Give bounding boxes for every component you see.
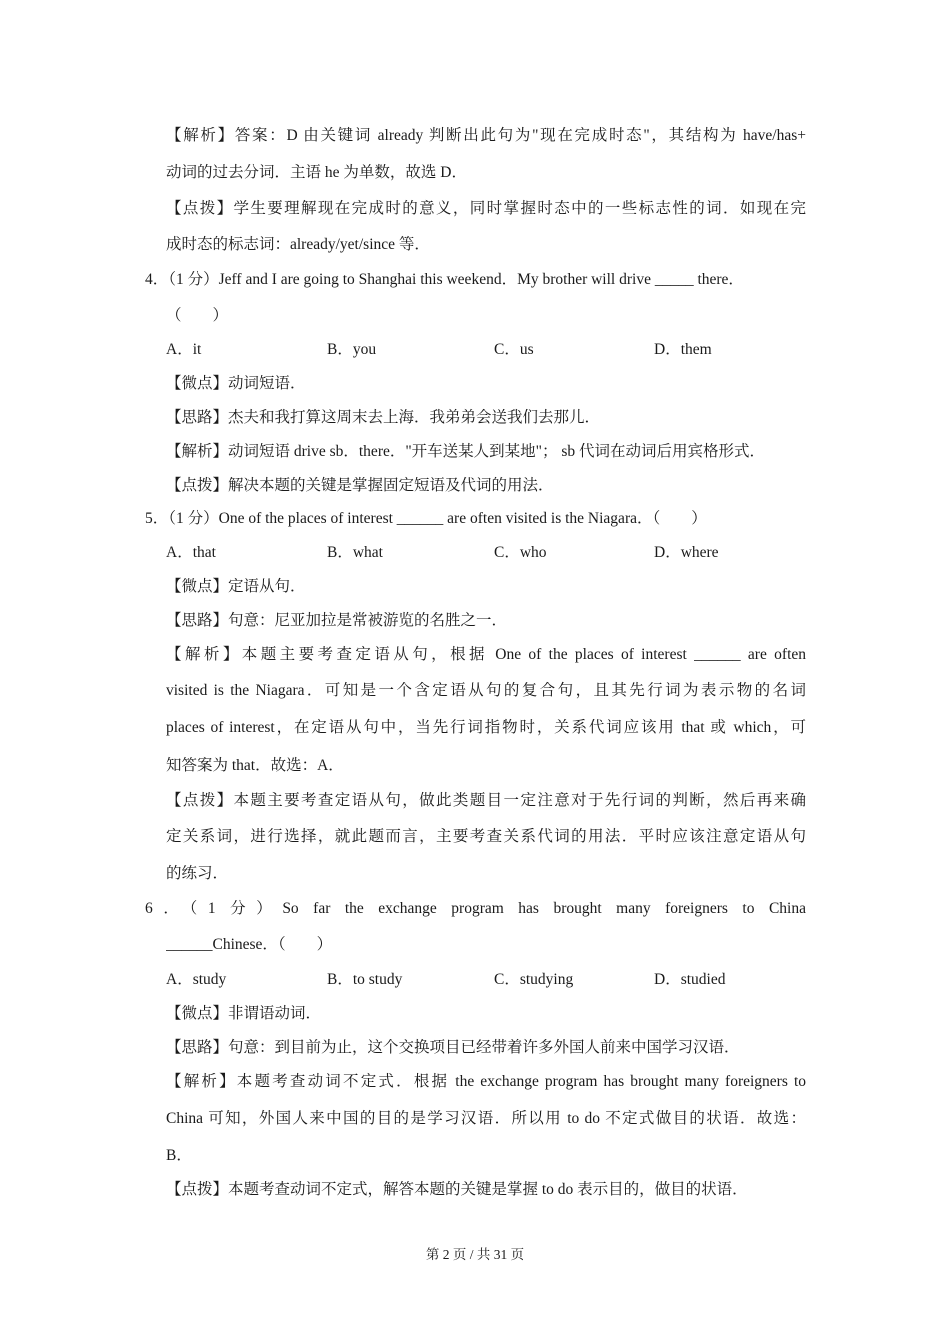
tip-q5-cont2: 的练习． (166, 865, 229, 882)
question-5: 5．（1 分）One of the places of interest ______ are often visited is the Niagara．（ ） (145, 510, 707, 527)
q4-option-b: B．you (327, 341, 377, 358)
tip-q3-cont: 成时态的标志词：already/yet/since 等． (166, 236, 430, 253)
q6-option-a: A．study (166, 971, 227, 988)
analysis-q5: 【解析】本题主要考查定语从句，根据 One of the places of interest ______ are often (166, 646, 806, 663)
point-q5: 【微点】定语从句． (166, 578, 306, 595)
question-6: 6．（1 分）So far the exchange program has brought many foreigners to China (145, 900, 806, 917)
analysis-q4: 【解析】动词短语 drive sb．there．"开车送某人到某地"； sb 代词在动词后用宾格形式． (166, 443, 766, 460)
q4-option-d: D．them (654, 341, 712, 358)
q5-option-b: B．what (327, 544, 383, 561)
idea-q4: 【思路】杰夫和我打算这周末去上海．我弟弟会送我们去那儿． (166, 409, 601, 426)
analysis-q3-cont: 动词的过去分词．主语 he 为单数，故选 D． (166, 164, 467, 181)
analysis-q5-cont1: visited is the Niagara．可知是一个含定语从句的复合句，且其先行词为表示物的名词 (166, 682, 806, 699)
analysis-q3: 【解析】答案：D 由关键词 already 判断出此句为"现在完成时态"，其结构为 have/has+ (166, 127, 806, 144)
idea-q5: 【思路】句意：尼亚加拉是常被游览的名胜之一． (166, 612, 508, 629)
page-footer: 第 2 页 / 共 31 页 (425, 1247, 525, 1262)
q6-option-b: B．to study (327, 971, 403, 988)
q6-option-d: D．studied (654, 971, 726, 988)
point-q4: 【微点】动词短语． (166, 375, 306, 392)
point-q6: 【微点】非谓语动词． (166, 1005, 322, 1022)
q5-option-a: A．that (166, 544, 216, 561)
idea-q6: 【思路】句意：到目前为止，这个交换项目已经带着许多外国人前来中国学习汉语． (166, 1039, 740, 1056)
question-6-cont: ______Chinese．（ ） (166, 936, 333, 953)
question-4-bracket: （ ） (166, 307, 229, 324)
tip-q4: 【点拨】解决本题的关键是掌握固定短语及代词的用法． (166, 477, 554, 494)
analysis-q6: 【解析】本题考查动词不定式．根据 the exchange program has brought many foreigners to (166, 1073, 806, 1090)
q5-option-d: D．where (654, 544, 719, 561)
analysis-q5-cont3: 知答案为 that．故选：A． (166, 757, 344, 774)
q6-option-c: C．studying (494, 971, 574, 988)
question-4: 4．（1 分）Jeff and I are going to Shanghai this weekend．My brother will drive _____ there． (145, 271, 744, 288)
tip-q5-cont1: 定关系词，进行选择，就此题而言，主要考查关系代词的用法．平时应该注意定语从句 (166, 828, 806, 845)
tip-q5: 【点拨】本题主要考查定语从句，做此类题目一定注意对于先行词的判断，然后再来确 (166, 792, 806, 809)
q5-option-c: C．who (494, 544, 547, 561)
tip-q6: 【点拨】本题考查动词不定式，解答本题的关键是掌握 to do 表示目的，做目的状语． (166, 1181, 748, 1198)
q4-option-a: A．it (166, 341, 202, 358)
q4-option-c: C．us (494, 341, 534, 358)
analysis-q6-cont1: China 可知，外国人来中国的目的是学习汉语．所以用 to do 不定式做目的状语．故选： (166, 1110, 806, 1127)
analysis-q6-cont2: B． (166, 1147, 192, 1164)
analysis-q5-cont2: places of interest，在定语从句中，当先行词指物时，关系代词应该用 that 或 which，可 (166, 719, 806, 736)
tip-q3: 【点拨】学生要理解现在完成时的意义，同时掌握时态中的一些标志性的词．如现在完 (166, 200, 806, 217)
